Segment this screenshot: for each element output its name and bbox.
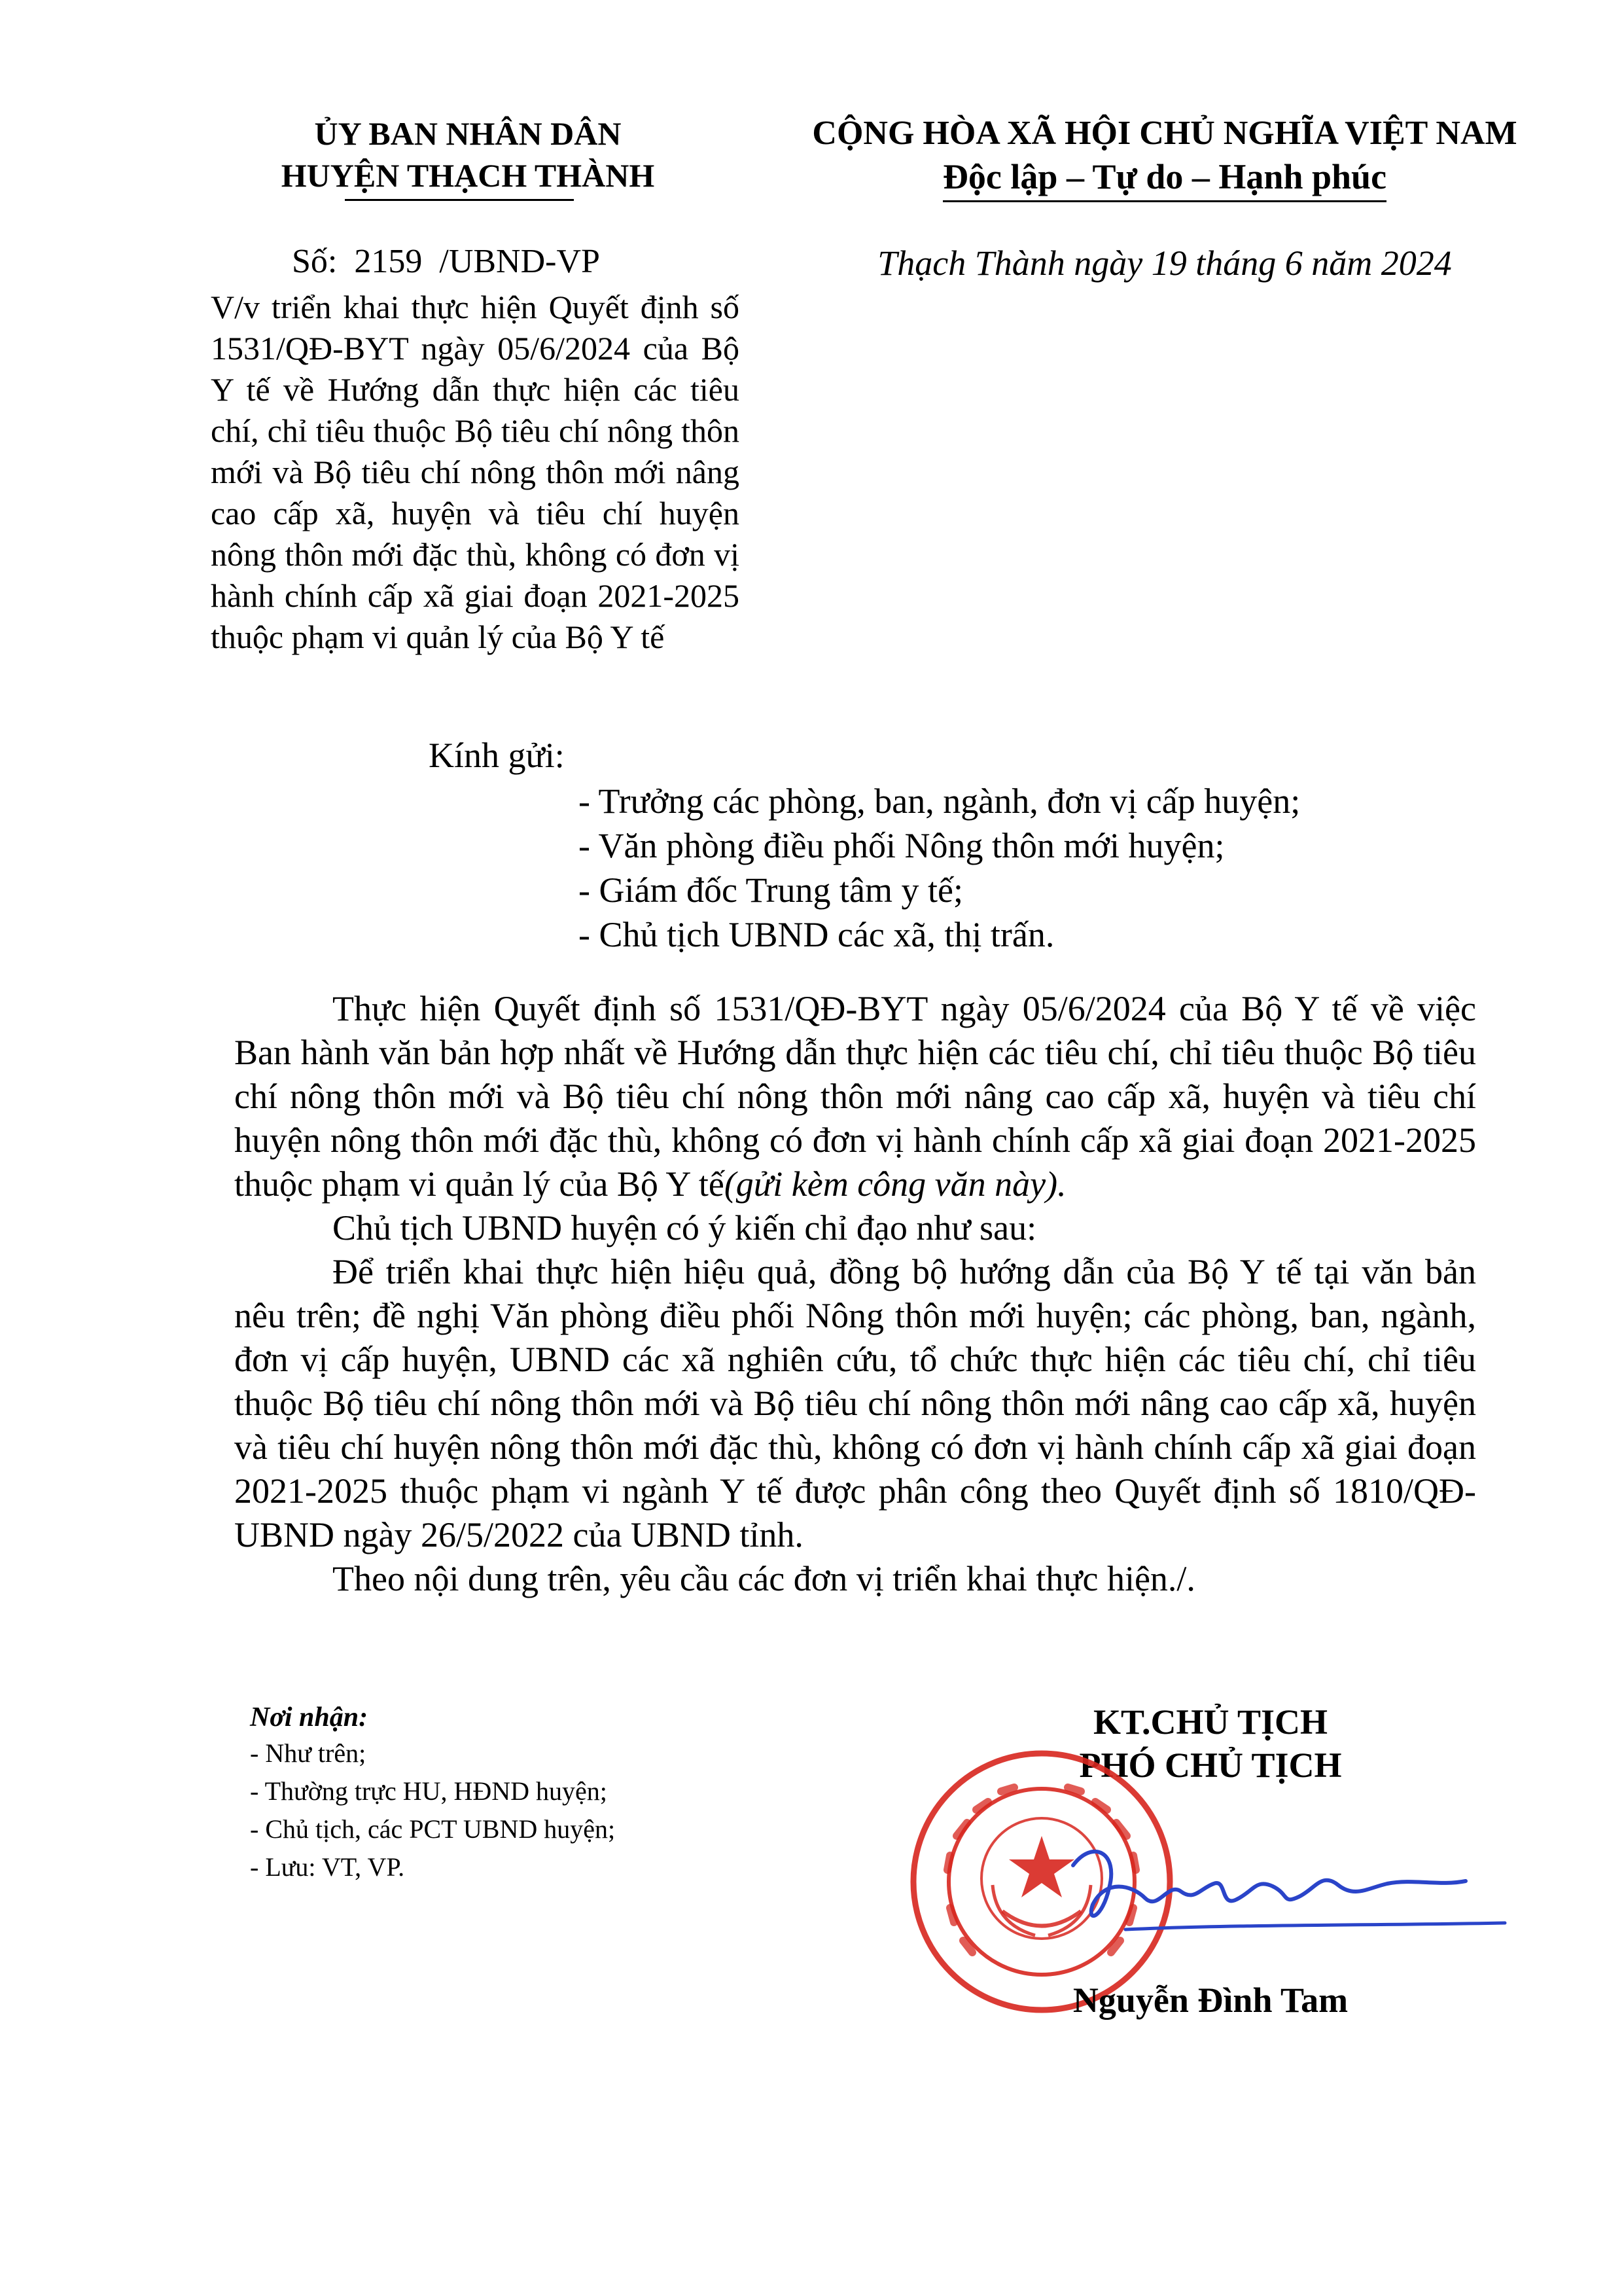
- distribution-item: - Thường trực HU, HĐND huyện;: [250, 1776, 607, 1806]
- body-paragraph-3: Để triển khai thực hiện hiệu quả, đồng bộ hướng dẫn của Bộ Y tế tại văn bản nêu trên; đề nghị Văn phòng điều phối Nông thôn mới huyện; các phòng, ban, ngành, đơn vị cấp huyện, UBND các xã nghiên cứu, tổ chức thực hiện các tiêu chí, chỉ tiêu thuộc Bộ tiêu chí nông thôn mới và Bộ tiêu chí nông thôn mới nâng cao cấp xã, huyện và tiêu chí huyện nông thôn mới đặc thù, không có đơn vị hành chính cấp xã giai đoạn 2021-2025 thuộc phạm vi ngành Y tế được phân công theo Quyết định số 1810/QĐ-UBND ngày 26/5/2022 của UBND tỉnh.: [234, 1252, 1476, 1554]
- recipients-label: Kính gửi:: [429, 736, 565, 775]
- signer-role-line2: PHÓ CHỦ TỊCH: [1079, 1746, 1342, 1785]
- document-date: Thạch Thành ngày 19 tháng 6 năm 2024: [877, 243, 1452, 283]
- national-title: CỘNG HÒA XÃ HỘI CHỦ NGHĨA VIỆT NAM: [812, 115, 1517, 152]
- body-paragraph-2: Chủ tịch UBND huyện có ý kiến chỉ đạo như sau:: [332, 1208, 1037, 1247]
- body-paragraph-1: [234, 987, 1476, 1206]
- recipient-item: - Văn phòng điều phối Nông thôn mới huyện;: [578, 826, 1225, 865]
- issuing-organization: [196, 113, 739, 196]
- document-subject: V/v triển khai thực hiện Quyết định số 1531/QĐ-BYT ngày 05/6/2024 của Bộ Y tế về Hướng dẫn thực hiện các tiêu chí, chỉ tiêu thuộc Bộ tiêu chí nông thôn mới và Bộ tiêu chí nông thôn mới nâng cao cấp xã, huyện và tiêu chí huyện nông thôn mới đặc thù, không có đơn vị hành chính cấp xã giai đoạn 2021-2025 thuộc phạm vi quản lý của Bộ Y tế: [211, 289, 739, 655]
- recipient-item: - Chủ tịch UBND các xã, thị trấn.: [578, 915, 1055, 954]
- body-paragraph-1-note: (gửi kèm công văn này).: [724, 1164, 1067, 1204]
- distribution-item: - Chủ tịch, các PCT UBND huyện;: [250, 1814, 616, 1844]
- recipients-list: [578, 779, 1300, 957]
- org-underline: [345, 199, 574, 201]
- distribution-block: [250, 1700, 839, 1886]
- recipient-item: - Trưởng các phòng, ban, ngành, đơn vị cấp huyện;: [578, 781, 1301, 821]
- signature-underline: [1125, 1923, 1505, 1929]
- body-paragraph-1-text: Thực hiện Quyết định số 1531/QĐ-BYT ngày 05/6/2024 của Bộ Y tế về việc Ban hành văn bản hợp nhất về Hướng dẫn thực hiện các tiêu chí, chỉ tiêu thuộc Bộ tiêu chí nông thôn mới và Bộ tiêu chí nông thôn mới nâng cao cấp xã, huyện và tiêu chí huyện nông thôn mới đặc thù, không có đơn vị hành chính cấp xã giai đoạn 2021-2025 thuộc phạm vi quản lý của Bộ Y tế: [234, 989, 1476, 1204]
- document-body: [234, 987, 1476, 1601]
- document-number: Số: 2159 /UBND-VP: [292, 243, 600, 280]
- distribution-item: - Như trên;: [250, 1738, 366, 1768]
- signer-name: Nguyễn Đình Tam: [1072, 1981, 1349, 2020]
- handwritten-signature: [1047, 1826, 1518, 1964]
- org-name-line1: ỦY BAN NHÂN DÂN: [314, 115, 622, 152]
- national-motto-wrap: [739, 156, 1590, 202]
- signer-role-line1: KT.CHỦ TỊCH: [1093, 1702, 1328, 1742]
- distribution-item: - Lưu: VT, VP.: [250, 1852, 405, 1882]
- body-paragraph-4: Theo nội dung trên, yêu cầu các đơn vị triển khai thực hiện./.: [332, 1559, 1195, 1598]
- national-motto: Độc lập – Tự do – Hạnh phúc: [943, 156, 1386, 202]
- recipient-item: - Giám đốc Trung tâm y tế;: [578, 870, 963, 910]
- org-name-line2: HUYỆN THẠCH THÀNH: [281, 157, 655, 194]
- distribution-title: Nơi nhận:: [250, 1702, 368, 1732]
- distribution-list: [250, 1734, 839, 1886]
- signature-stroke: [1073, 1852, 1466, 1916]
